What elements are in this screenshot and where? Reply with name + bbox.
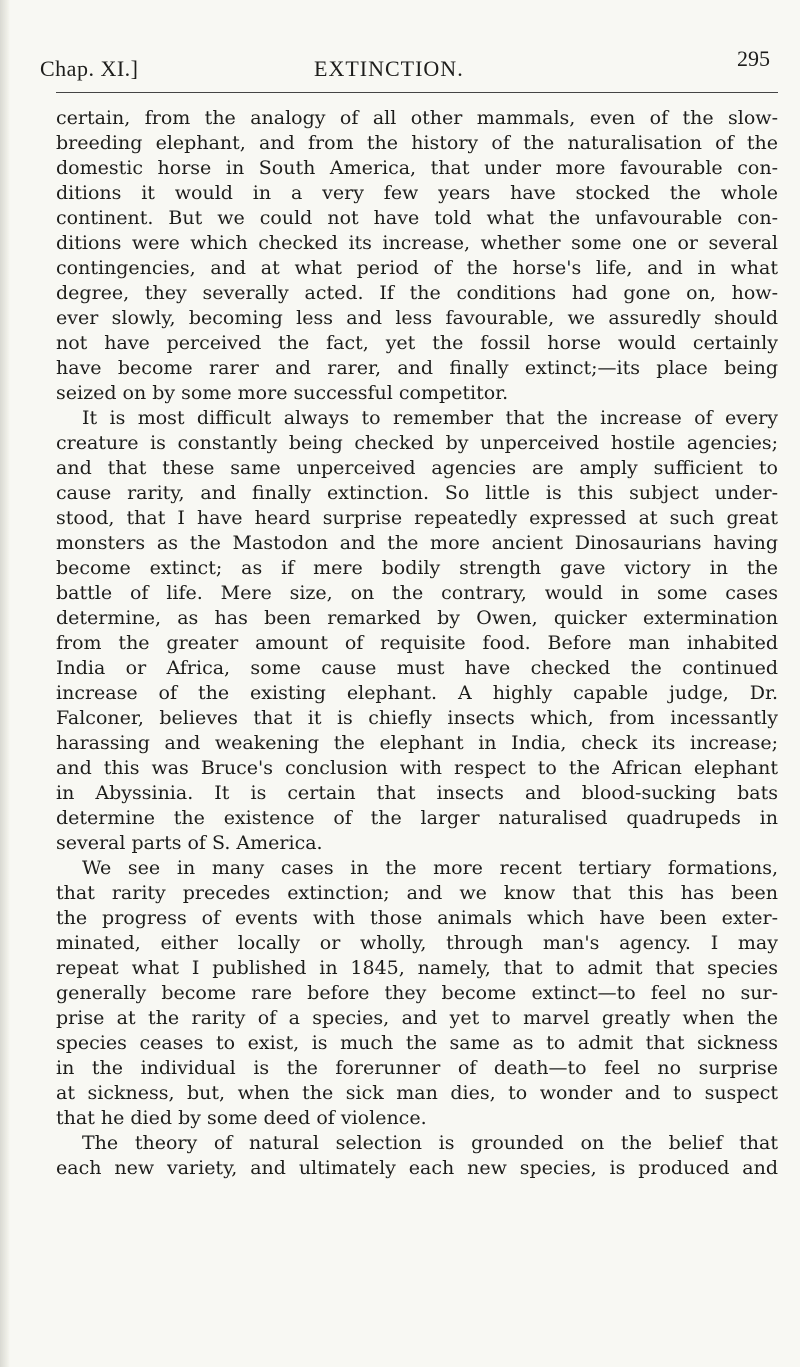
text-line: and that these same unperceived agencies are amply sufficient to xyxy=(56,457,778,479)
text-line: repeat what I published in 1845, namely, that to admit that species xyxy=(56,957,778,979)
text-line: at sickness, but, when the sick man dies, to wonder and to suspect xyxy=(56,1082,778,1104)
text-line: from the greater amount of requisite food. Before man inhabited xyxy=(56,632,778,654)
text-line: the progress of events with those animals which have been exter- xyxy=(56,907,778,929)
text-line: generally become rare before they become extinct—to feel no sur- xyxy=(56,982,778,1004)
text-line: determine the existence of the larger naturalised quadrupeds in xyxy=(56,807,778,829)
text-line: in Abyssinia. It is certain that insects and blood-sucking bats xyxy=(56,782,778,804)
text-line: certain, from the analogy of all other mammals, even of the slow- xyxy=(56,107,778,129)
text-line: not have perceived the fact, yet the fossil horse would certainly xyxy=(56,332,778,354)
text-line: each new variety, and ultimately each new species, is produced and xyxy=(56,1157,778,1179)
text-line: become extinct; as if mere bodily strength gave victory in the xyxy=(56,557,778,579)
running-head xyxy=(40,46,770,82)
text-line: battle of life. Mere size, on the contrary, would in some cases xyxy=(56,582,778,604)
text-line: have become rarer and rarer, and finally extinct;—its place being xyxy=(56,357,778,379)
paragraph-start-line: We see in many cases in the more recent tertiary formations, xyxy=(82,857,778,879)
text-line: prise at the rarity of a species, and yet to marvel greatly when the xyxy=(56,1007,778,1029)
paragraph-end-line: that he died by some deed of violence. xyxy=(56,1107,427,1129)
text-line: continent. But we could not have told what the unfavourable con- xyxy=(56,207,778,229)
chapter-label: Chap. XI.] xyxy=(40,56,139,81)
paragraph-start-line: The theory of natural selection is grounded on the belief that xyxy=(82,1132,778,1154)
text-line: Falconer, believes that it is chiefly insects which, from incessantly xyxy=(56,707,778,729)
text-line: in the individual is the forerunner of death—to feel no surprise xyxy=(56,1057,778,1079)
body-text xyxy=(56,106,778,1181)
text-line: harassing and weakening the elephant in India, check its increase; xyxy=(56,732,778,754)
text-line: species ceases to exist, is much the same as to admit that sickness xyxy=(56,1032,778,1054)
text-line: creature is constantly being checked by unperceived hostile agencies; xyxy=(56,432,778,454)
paragraph-end-line: seized on by some more successful competitor. xyxy=(56,382,509,404)
text-line: cause rarity, and finally extinction. So little is this subject under- xyxy=(56,482,778,504)
text-line: increase of the existing elephant. A highly capable judge, Dr. xyxy=(56,682,778,704)
text-line: degree, they severally acted. If the conditions had gone on, how- xyxy=(56,282,778,304)
text-line: contingencies, and at what period of the horse's life, and in what xyxy=(56,257,778,279)
text-line: monsters as the Mastodon and the more ancient Dinosaurians having xyxy=(56,532,778,554)
page-edge-shadow xyxy=(0,0,10,1367)
page-number: 295 xyxy=(737,46,770,71)
text-line: that rarity precedes extinction; and we know that this has been xyxy=(56,882,778,904)
header-rule xyxy=(56,92,778,93)
text-line: minated, either locally or wholly, through man's agency. I may xyxy=(56,932,778,954)
paragraph-start-line: It is most difficult always to remember that the increase of every xyxy=(82,407,778,429)
paragraph-end-line: several parts of S. America. xyxy=(56,832,323,854)
text-line: India or Africa, some cause must have checked the continued xyxy=(56,657,778,679)
text-line: breeding elephant, and from the history of the naturalisation of the xyxy=(56,132,778,154)
chapter-title: EXTINCTION. xyxy=(314,56,464,81)
text-line: stood, that I have heard surprise repeatedly expressed at such great xyxy=(56,507,778,529)
text-line: ditions it would in a very few years have stocked the whole xyxy=(56,182,778,204)
text-line: determine, as has been remarked by Owen, quicker extermination xyxy=(56,607,778,629)
text-line: ditions were which checked its increase, whether some one or several xyxy=(56,232,778,254)
text-line: and this was Bruce's conclusion with respect to the African elephant xyxy=(56,757,778,779)
text-line: domestic horse in South America, that under more favourable con- xyxy=(56,157,778,179)
text-line: ever slowly, becoming less and less favourable, we assuredly should xyxy=(56,307,778,329)
